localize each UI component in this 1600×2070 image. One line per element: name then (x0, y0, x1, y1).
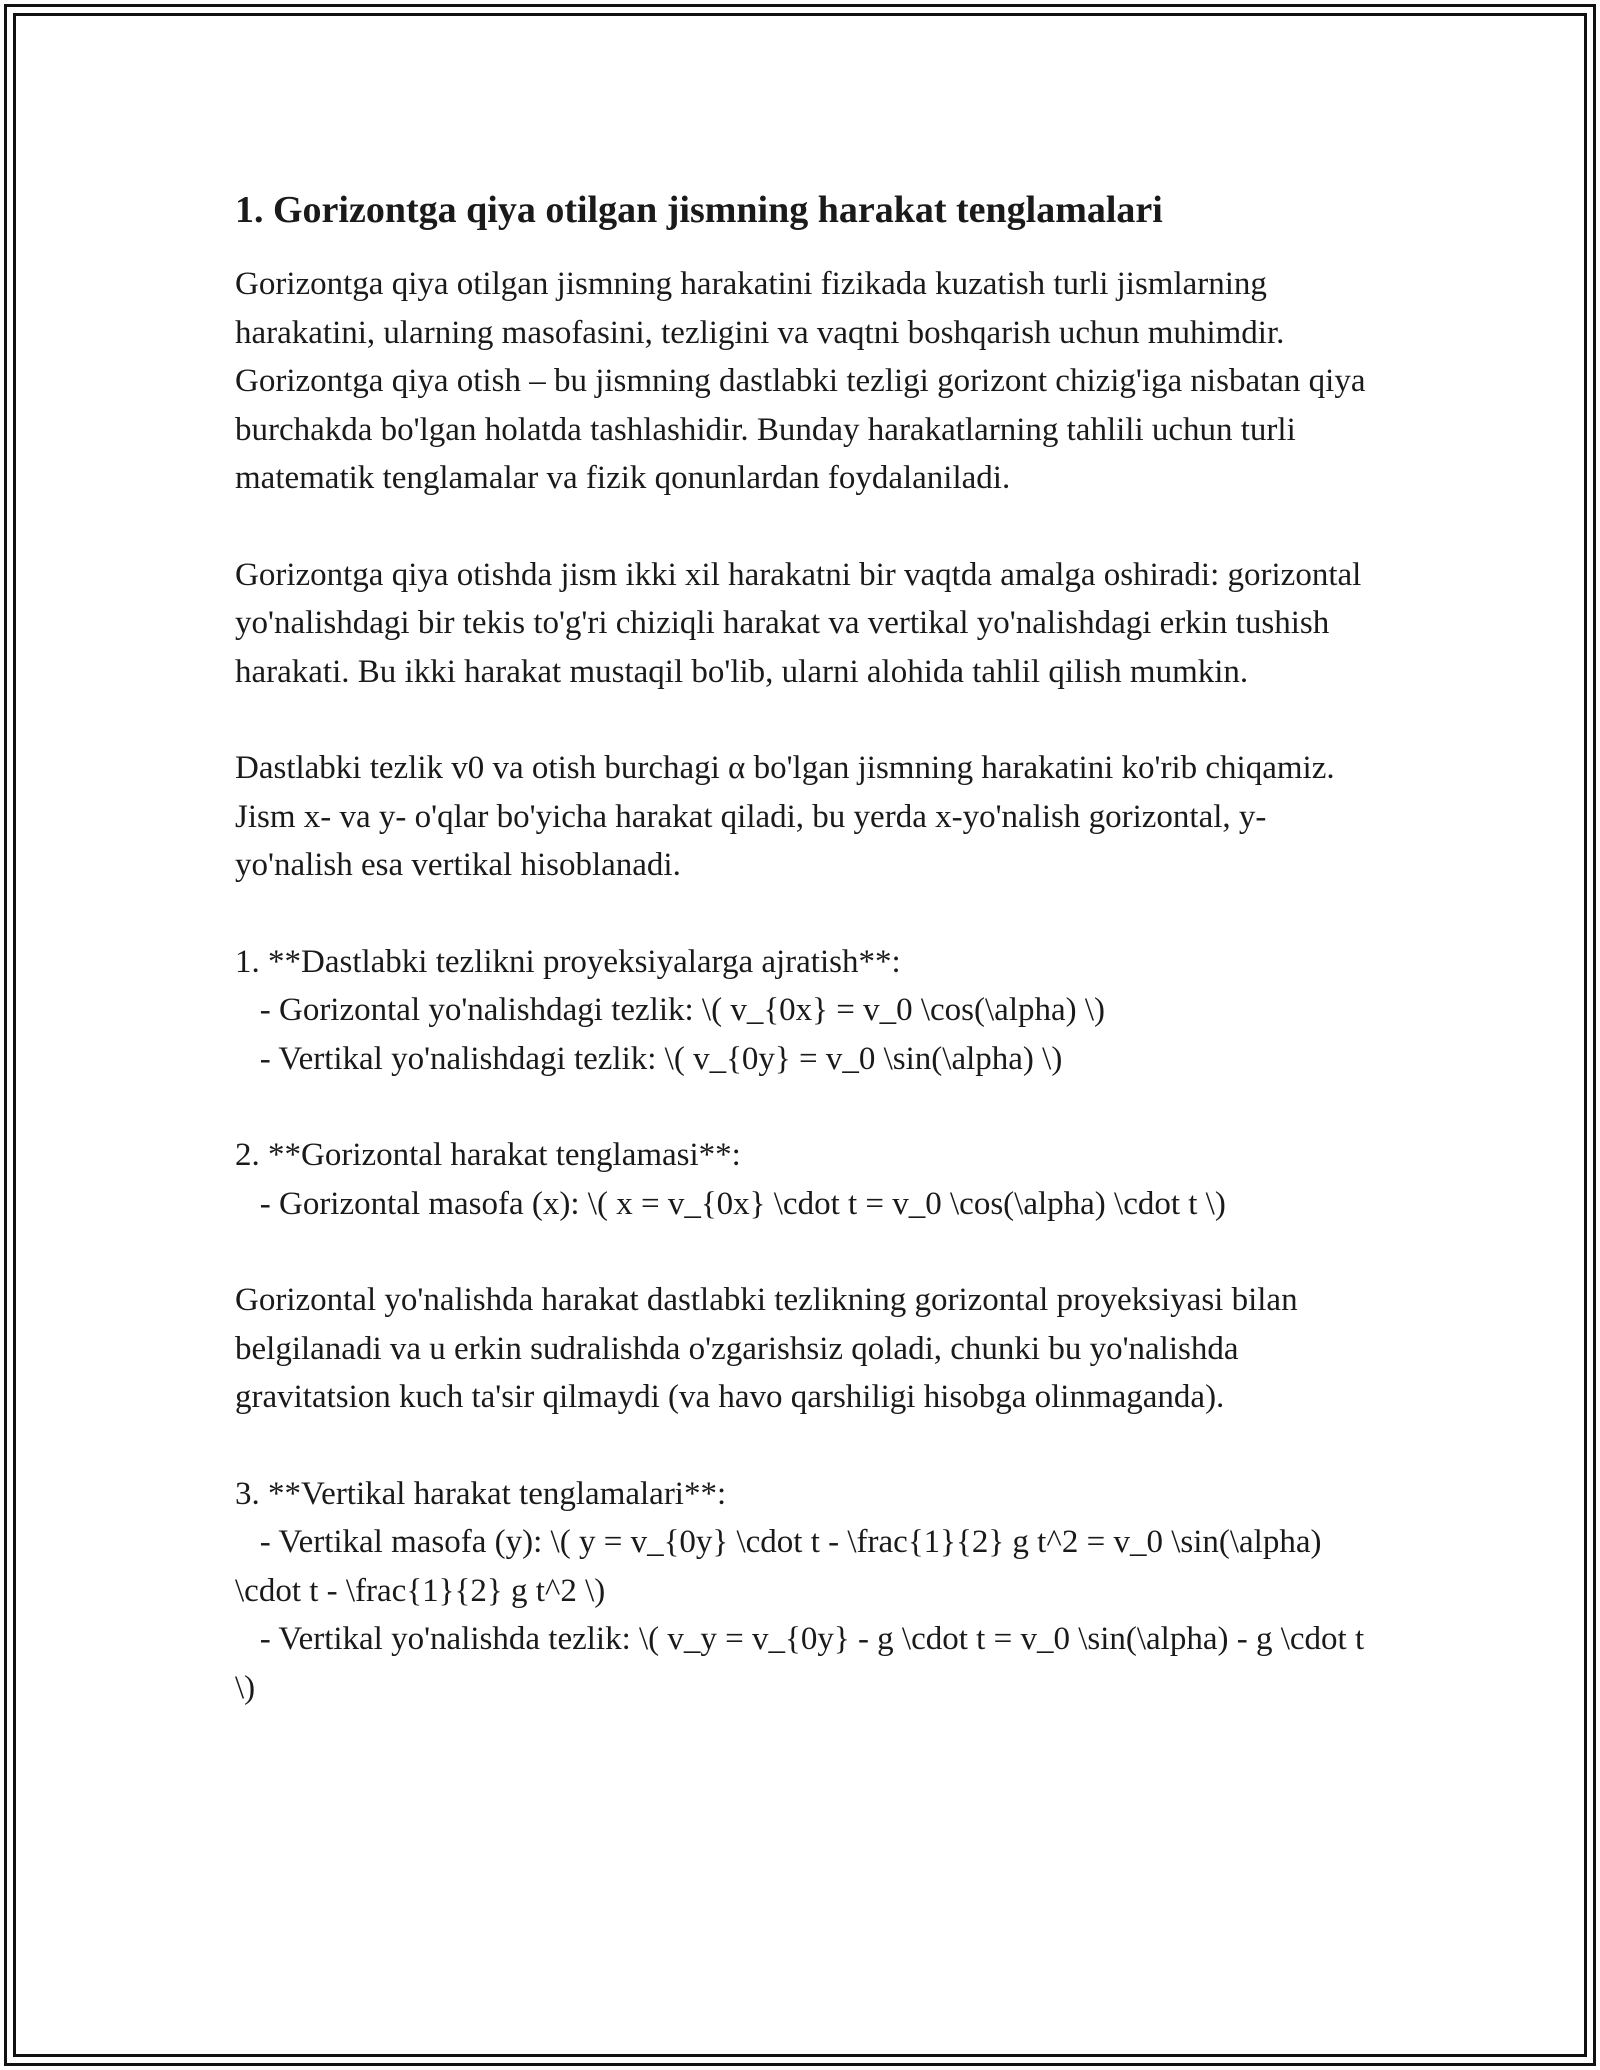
paragraph-two-motions: Gorizontga qiya otishda jism ikki xil harakatni bir vaqtda amalga oshiradi: gorizontal yo'nalishdagi bir tekis to'g'ri chiziqli harakat va vertikal yo'nalishdagi erkin tushish harakati. Bu ikki harakat mustaqil bo'lib, ularni alohida tahlil qilish mumkin. (235, 556, 1362, 690)
section-horizontal-equation: 2. **Gorizontal harakat tenglamasi**: - Gorizontal masofa (x): \( x = v_{0x} \cdot t = v_0 \cos(\alpha) \cdot t \) (235, 1137, 1226, 1222)
document-body (235, 186, 1380, 1760)
section-vertical-equations: 3. **Vertikal harakat tenglamalari**: - Vertikal masofa (y): \( y = v_{0y} \cdot t - \frac{1}{2} g t^2 = v_0 \sin(\alpha) \cdot t - \frac{1}{2} g t^2 \) - Vertikal yo'nalishda tezlik: \( v_y = v_{0y} - g \cdot t = v_0 \sin(\alpha) - g \cdot t \) (235, 1475, 1365, 1706)
paragraph-initial-conditions: Dastlabki tezlik v0 va otish burchagi α bo'lgan jismning harakatini ko'rib chiqamiz. Jism x- va y- o'qlar bo'yicha harakat qiladi, bu yerda x-yo'nalish gorizontal, y-yo'nalish esa vertikal hisoblanadi. (235, 750, 1335, 883)
document-title: 1. Gorizontga qiya otilgan jismning harakat tenglamalari (235, 189, 1163, 231)
section-velocity-projections: 1. **Dastlabki tezlikni proyeksiyalarga ajratish**: - Gorizontal yo'nalishdagi tezlik: \( v_{0x} = v_0 \cos(\alpha) \) - Vertikal yo'nalishdagi tezlik: \( v_{0y} = v_0 \sin(\alpha) \) (235, 943, 1106, 1077)
paragraph-horizontal-explanation: Gorizontal yo'nalishda harakat dastlabki tezlikning gorizontal proyeksiyasi bilan belgilanadi va u erkin sudralishda o'zgarishsiz qoladi, chunki bu yo'nalishda gravitatsion kuch ta'sir qilmaydi (va havo qarshiligi hisobga olinmaganda). (235, 1282, 1298, 1415)
paragraph-intro: Gorizontga qiya otilgan jismning harakatini fizikada kuzatish turli jismlarning harakatini, ularning masofasini, tezligini va vaqtni boshqarish uchun muhimdir. Gorizontga qiya otish – bu jismning dastlabki tezligi gorizont chizig'iga nisbatan qiya burchakda bo'lgan holatda tashlashidir. Bunday harakatlarning tahlili uchun turli matematik tenglamalar va fizik qonunlardan foydalaniladi. (235, 266, 1366, 496)
